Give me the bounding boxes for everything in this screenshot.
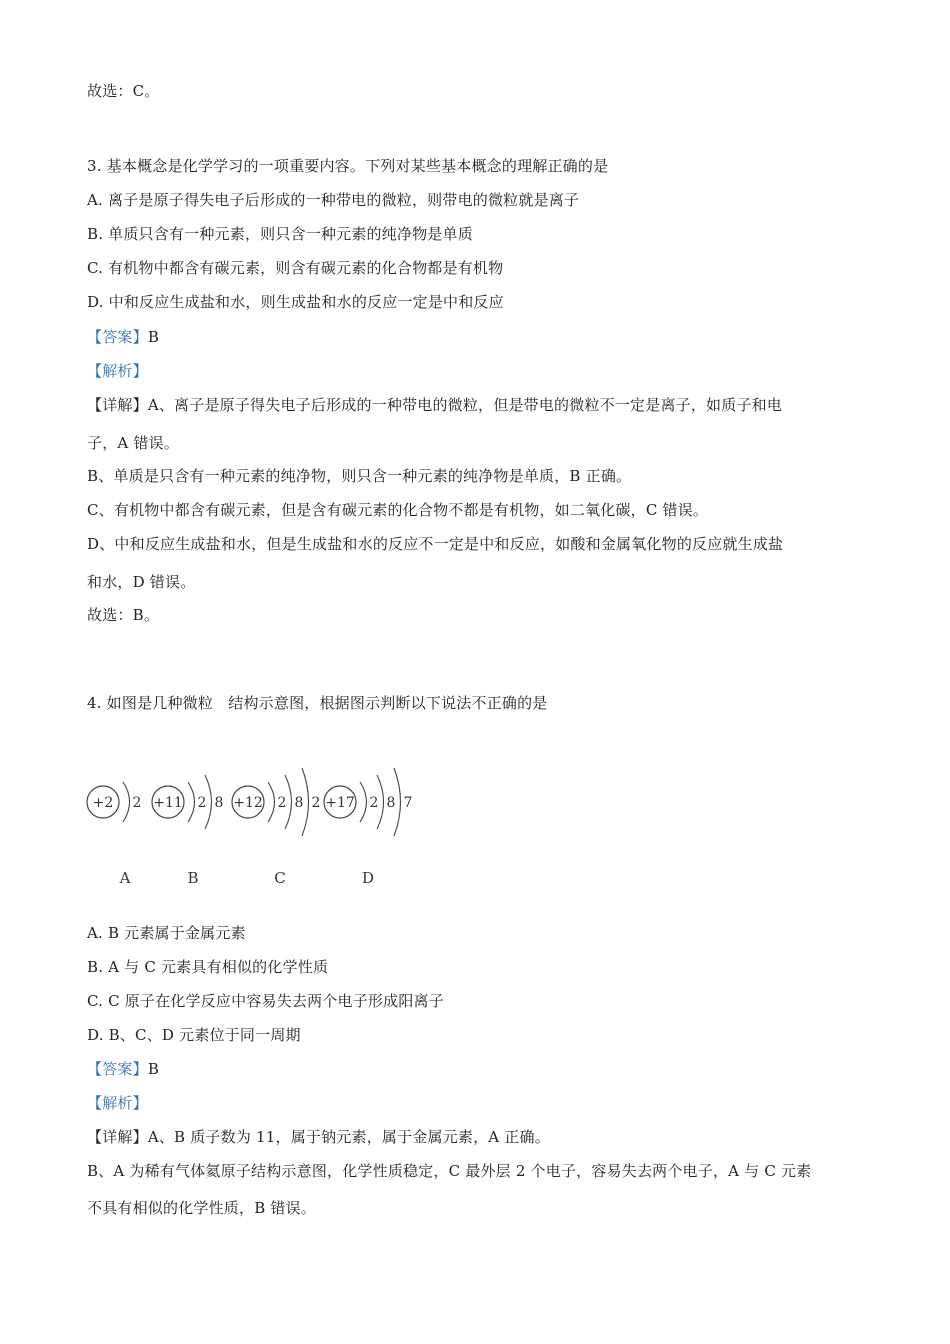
- text-line: 子，A 错误。: [87, 434, 180, 452]
- option-a: A. B 元素属于金属元素: [87, 924, 246, 942]
- electron-count: 2: [132, 795, 142, 811]
- electron-shell-arc: [123, 782, 130, 822]
- answer-tag: 【答案】: [87, 1060, 148, 1078]
- option-b: B. 单质只含有一种元素，则只含一种元素的纯净物是单质: [87, 225, 473, 243]
- detail-tag: 【详解】: [87, 1128, 148, 1146]
- analysis-line: [87, 1093, 148, 1113]
- nucleus-charge: +2: [92, 795, 114, 811]
- electron-shell-arc: [268, 782, 275, 822]
- atom-label: B: [187, 869, 199, 887]
- answer-tag: 【答案】: [87, 328, 148, 346]
- option-b: B. A 与 C 元素具有相似的化学性质: [87, 958, 329, 976]
- atom-label: A: [119, 869, 131, 887]
- electron-count: 2: [197, 795, 207, 811]
- text-line: 故选：B。: [87, 606, 160, 624]
- text-line: B、A 为稀有气体氦原子结构示意图，化学性质稳定，C 最外层 2 个电子，容易失去两个电子，A 与 C 元素: [87, 1162, 812, 1180]
- detail-line: 【详解】A、B 质子数为 11，属于钠元素，属于金属元素，A 正确。: [87, 1128, 550, 1146]
- option-c: C. 有机物中都含有碳元素，则含有碳元素的化合物都是有机物: [87, 259, 504, 277]
- analysis-tag: 【解析】: [87, 1094, 148, 1112]
- text-line: D、中和反应生成盐和水，但是生成盐和水的反应不一定是中和反应，如酸和金属氧化物的反应就生成盐: [87, 535, 784, 553]
- answer-line: [87, 1059, 159, 1079]
- atom-a: [87, 782, 141, 887]
- text-line: C、有机物中都含有碳元素，但是含有碳元素的化合物不都是有机物，如二氧化碳，C 错误。: [87, 501, 709, 519]
- answer-value: B: [147, 1060, 160, 1078]
- option-a: A. 离子是原子得失电子后形成的一种带电的微粒，则带电的微粒就是离子: [87, 191, 580, 209]
- electron-shell-arc: [188, 782, 195, 822]
- detail-line: 【详解】A、离子是原子得失电子后形成的一种带电的微粒，但是带电的微粒不一定是离子，如质子和电: [87, 396, 783, 414]
- electron-count: 2: [369, 795, 379, 811]
- answer-value: B: [147, 328, 160, 346]
- electron-count: 2: [277, 795, 287, 811]
- answer-line: [87, 327, 159, 347]
- atomic-structure-diagram: [80, 730, 420, 895]
- electron-shell-arc: [360, 782, 367, 822]
- analysis-line: [87, 361, 148, 381]
- atom-label: C: [274, 869, 286, 887]
- text-line: 不具有相似的化学性质，B 错误。: [87, 1199, 316, 1217]
- electron-count: 8: [386, 795, 396, 811]
- option-d: D. 中和反应生成盐和水，则生成盐和水的反应一定是中和反应: [87, 293, 504, 311]
- atom-b: [152, 775, 223, 887]
- electron-count: 8: [214, 795, 224, 811]
- nucleus-charge: +12: [233, 795, 263, 811]
- electron-count: 2: [311, 795, 321, 811]
- atom-label: D: [361, 869, 375, 887]
- nucleus-charge: +11: [153, 795, 183, 811]
- atom-c: [232, 768, 320, 887]
- analysis-tag: 【解析】: [87, 362, 148, 380]
- question-4-stem: 4. 如图是几种微粒 结构示意图，根据图示判断以下说法不正确的是: [87, 694, 548, 712]
- question-3-stem: 3. 基本概念是化学学习的一项重要内容。下列对某些基本概念的理解正确的是: [87, 157, 609, 175]
- nucleus-charge: +17: [325, 795, 355, 811]
- atom-d: [324, 768, 412, 887]
- option-d: D. B、C、D 元素位于同一周期: [87, 1026, 301, 1044]
- text-line: 故选：C。: [87, 82, 160, 100]
- electron-count: 8: [294, 795, 304, 811]
- electron-count: 7: [403, 795, 413, 811]
- text-line: B、单质是只含有一种元素的纯净物，则只含一种元素的纯净物是单质，B 正确。: [87, 467, 632, 485]
- text-line: 和水，D 错误。: [87, 573, 196, 591]
- detail-tag: 【详解】: [87, 396, 148, 414]
- option-c: C. C 原子在化学反应中容易失去两个电子形成阳离子: [87, 992, 444, 1010]
